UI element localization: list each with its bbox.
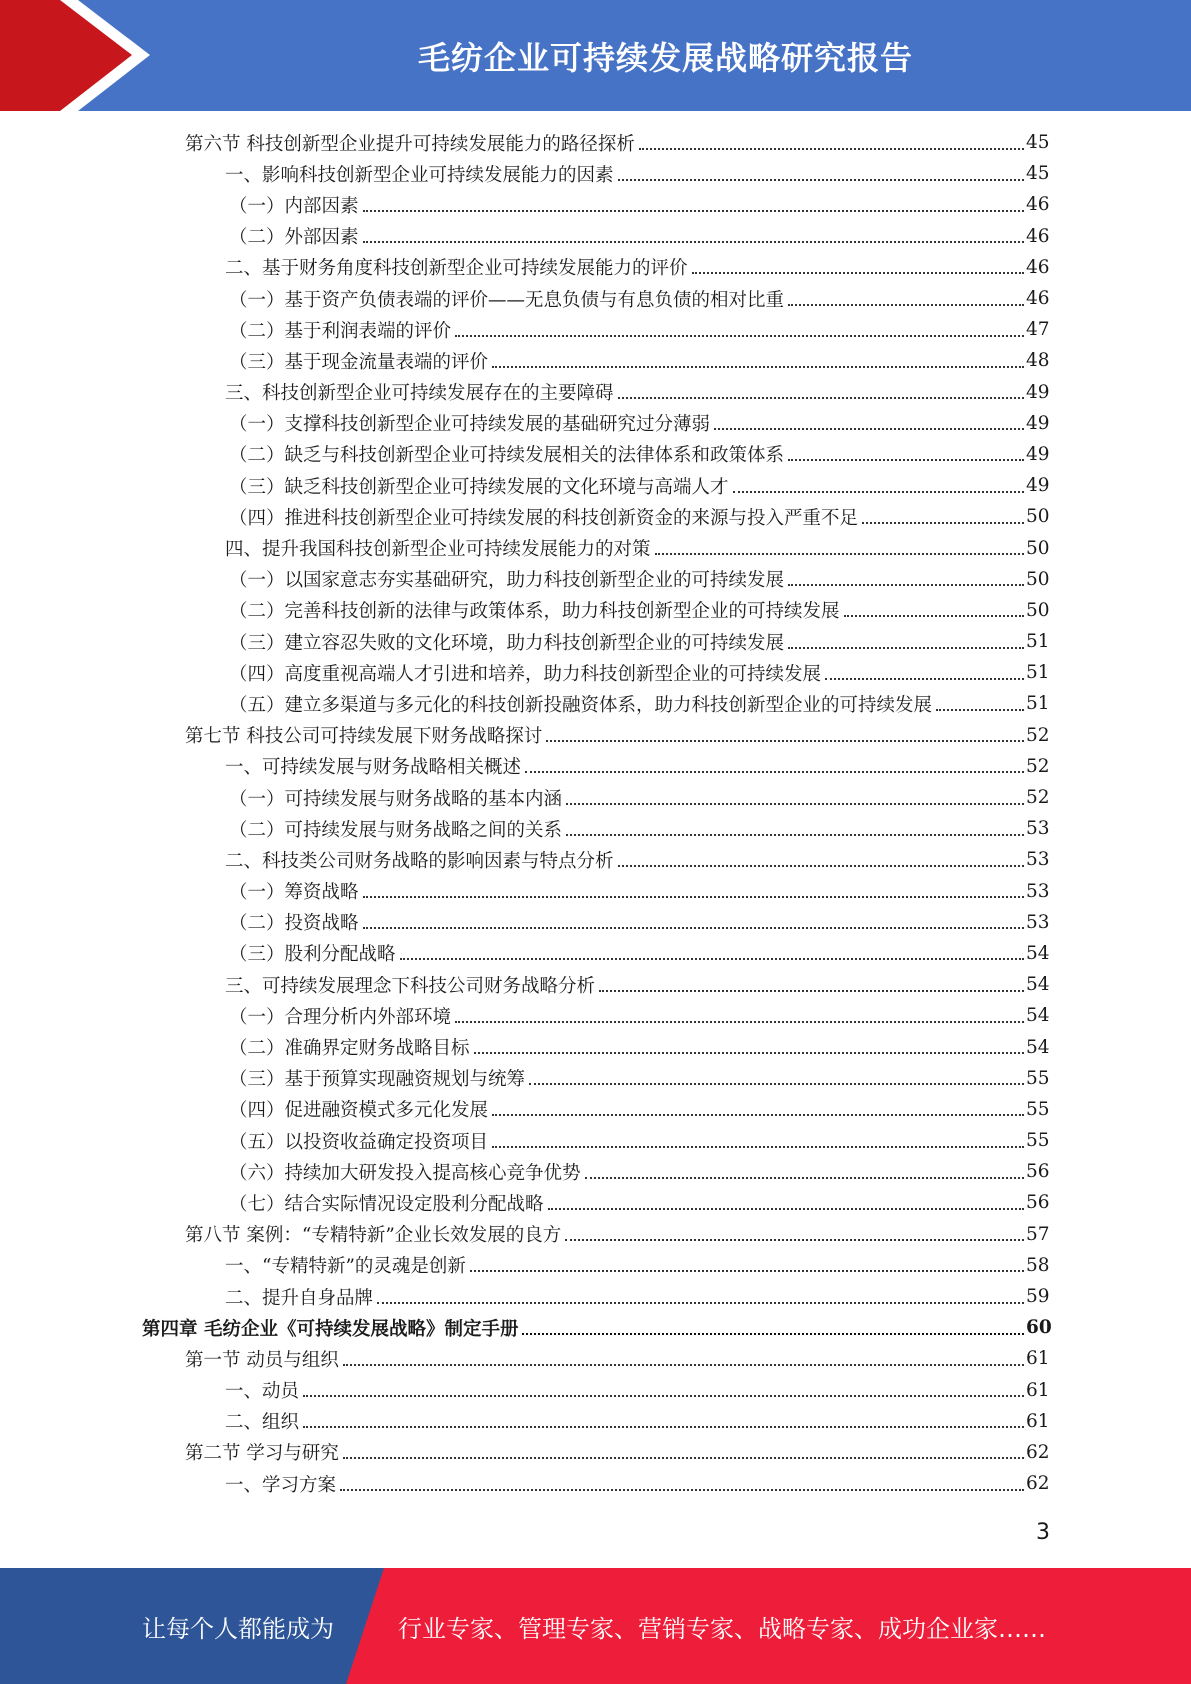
toc-entry[interactable] xyxy=(0,377,1191,408)
toc-entry-title: （五）建立多渠道与多元化的科技创新投融资体系，助力科技创新型企业的可持续发展 xyxy=(229,694,933,716)
toc-entry-page: 50 xyxy=(1026,599,1050,621)
toc-entry[interactable] xyxy=(0,876,1191,907)
toc-entry[interactable] xyxy=(0,283,1191,314)
toc-entry-page: 53 xyxy=(1026,818,1050,840)
toc-entry-title: 第二节 学习与研究 xyxy=(185,1443,339,1465)
toc-entry[interactable] xyxy=(0,501,1191,532)
toc-entry-title: 三、科技创新型企业可持续发展存在的主要障碍 xyxy=(225,383,614,405)
toc-entry-page: 49 xyxy=(1026,475,1050,497)
toc-entry[interactable] xyxy=(0,1094,1191,1125)
toc-entry-title: 一、可持续发展与财务战略相关概述 xyxy=(225,757,522,779)
toc-dot-leader xyxy=(618,179,1024,181)
toc-entry-title: 一、影响科技创新型企业可持续发展能力的因素 xyxy=(225,164,614,186)
toc-entry-title: 第一节 动员与组织 xyxy=(185,1349,339,1371)
toc-entry-title: （一）筹资战略 xyxy=(229,882,359,904)
toc-dot-leader xyxy=(363,210,1024,212)
toc-entry-page: 55 xyxy=(1026,1098,1050,1120)
toc-dot-leader xyxy=(455,335,1024,337)
toc-entry[interactable] xyxy=(0,1063,1191,1094)
toc-dot-leader xyxy=(548,1208,1024,1210)
toc-entry[interactable] xyxy=(0,564,1191,595)
toc-entry-page: 51 xyxy=(1026,631,1050,653)
toc-entry[interactable] xyxy=(0,626,1191,657)
toc-dot-leader xyxy=(566,834,1024,836)
toc-entry-page: 59 xyxy=(1026,1286,1050,1308)
toc-dot-leader xyxy=(455,1021,1024,1023)
toc-entry[interactable] xyxy=(0,1250,1191,1281)
toc-entry[interactable] xyxy=(0,782,1191,813)
toc-entry[interactable] xyxy=(0,1125,1191,1156)
toc-entry-page: 50 xyxy=(1026,506,1050,528)
toc-entry-title: （一）内部因素 xyxy=(229,195,359,217)
toc-entry[interactable] xyxy=(0,1156,1191,1187)
toc-entry[interactable] xyxy=(0,1312,1191,1343)
toc-dot-leader xyxy=(599,990,1024,992)
toc-entry[interactable] xyxy=(0,314,1191,345)
footer-slogan-left: 让每个人都能成为 xyxy=(142,1614,334,1643)
toc-dot-leader xyxy=(788,647,1024,649)
page-header xyxy=(0,0,1191,111)
toc-dot-leader xyxy=(343,1457,1024,1459)
toc-entry-page: 52 xyxy=(1026,787,1050,809)
toc-entry-title: 第八节 案例：“专精特新”企业长效发展的良方 xyxy=(185,1225,562,1247)
toc-dot-leader xyxy=(566,803,1024,805)
toc-entry-page: 53 xyxy=(1026,849,1050,871)
toc-entry[interactable] xyxy=(0,688,1191,719)
toc-entry-title: （四）推进科技创新型企业可持续发展的科技创新资金的来源与投入严重不足 xyxy=(229,507,859,529)
toc-entry-title: （二）准确界定财务战略目标 xyxy=(229,1038,470,1060)
toc-entry-page: 48 xyxy=(1026,350,1050,372)
toc-dot-leader xyxy=(788,584,1024,586)
toc-entry-title: （四）高度重视高端人才引进和培养，助力科技创新型企业的可持续发展 xyxy=(229,663,822,685)
toc-entry-page: 61 xyxy=(1026,1410,1050,1432)
toc-entry-title: （二）完善科技创新的法律与政策体系，助力科技创新型企业的可持续发展 xyxy=(229,601,840,623)
toc-entry-page: 45 xyxy=(1026,132,1050,154)
toc-entry[interactable] xyxy=(0,1187,1191,1218)
toc-dot-leader xyxy=(788,459,1024,461)
toc-entry-page: 61 xyxy=(1026,1348,1050,1370)
toc-dot-leader xyxy=(844,615,1024,617)
toc-entry-title: （三）基于预算实现融资规划与统筹 xyxy=(229,1069,526,1091)
toc-entry-page: 49 xyxy=(1026,443,1050,465)
toc-entry-title: （一）以国家意志夯实基础研究，助力科技创新型企业的可持续发展 xyxy=(229,570,785,592)
toc-entry-title: 一、动员 xyxy=(225,1381,300,1403)
toc-dot-leader xyxy=(363,896,1024,898)
toc-entry[interactable] xyxy=(0,252,1191,283)
toc-entry[interactable] xyxy=(0,158,1191,189)
toc-entry[interactable] xyxy=(0,127,1191,158)
toc-entry[interactable] xyxy=(0,1437,1191,1468)
toc-dot-leader xyxy=(492,1146,1024,1148)
toc-dot-leader xyxy=(522,1333,1024,1335)
toc-entry-page: 52 xyxy=(1026,724,1050,746)
toc-entry-page: 54 xyxy=(1026,974,1050,996)
toc-entry[interactable] xyxy=(0,595,1191,626)
toc-entry[interactable] xyxy=(0,813,1191,844)
toc-entry-title: （二）外部因素 xyxy=(229,227,359,249)
toc-entry-title: 一、“专精特新”的灵魂是创新 xyxy=(225,1256,466,1278)
toc-entry-page: 55 xyxy=(1026,1130,1050,1152)
toc-dot-leader xyxy=(825,678,1024,680)
toc-entry[interactable] xyxy=(0,408,1191,439)
toc-dot-leader xyxy=(303,1395,1024,1397)
toc-entry-page: 58 xyxy=(1026,1254,1050,1276)
toc-entry-page: 46 xyxy=(1026,288,1050,310)
toc-entry-page: 56 xyxy=(1026,1161,1050,1183)
toc-entry-page: 49 xyxy=(1026,412,1050,434)
toc-entry[interactable] xyxy=(0,345,1191,376)
toc-entry-title: 二、提升自身品牌 xyxy=(225,1287,374,1309)
toc-dot-leader xyxy=(692,272,1024,274)
toc-entry-page: 46 xyxy=(1026,256,1050,278)
toc-dot-leader xyxy=(618,397,1024,399)
toc-entry-page: 56 xyxy=(1026,1192,1050,1214)
toc-dot-leader xyxy=(618,865,1024,867)
toc-entry-title: （三）股利分配战略 xyxy=(229,944,396,966)
header-title: 毛纺企业可持续发展战略研究报告 xyxy=(417,38,913,77)
toc-entry[interactable] xyxy=(0,1219,1191,1250)
toc-entry-page: 47 xyxy=(1026,319,1050,341)
toc-entry-title: （三）缺乏科技创新型企业可持续发展的文化环境与高端人才 xyxy=(229,476,729,498)
toc-entry-title: （二）缺乏与科技创新型企业可持续发展相关的法律体系和政策体系 xyxy=(229,445,785,467)
toc-entry-title: （一）支撑科技创新型企业可持续发展的基础研究过分薄弱 xyxy=(229,414,711,436)
toc-entry-page: 51 xyxy=(1026,662,1050,684)
toc-dot-leader xyxy=(492,1114,1024,1116)
page-footer xyxy=(0,1568,1191,1684)
toc-dot-leader xyxy=(714,428,1024,430)
toc-dot-leader xyxy=(529,1083,1024,1085)
toc-entry-page: 45 xyxy=(1026,163,1050,185)
toc-entry[interactable] xyxy=(0,1406,1191,1437)
toc-entry-page: 54 xyxy=(1026,1005,1050,1027)
toc-entry-page: 54 xyxy=(1026,1036,1050,1058)
toc-entry[interactable] xyxy=(0,189,1191,220)
toc-entry-title: 二、组织 xyxy=(225,1412,300,1434)
toc-entry-title: （一）基于资产负债表端的评价——无息负债与有息负债的相对比重 xyxy=(229,289,785,311)
toc-entry-title: （五）以投资收益确定投资项目 xyxy=(229,1131,489,1153)
toc-entry-page: 50 xyxy=(1026,537,1050,559)
toc-entry-page: 61 xyxy=(1026,1379,1050,1401)
toc-entry[interactable] xyxy=(0,221,1191,252)
toc-entry-title: 二、基于财务角度科技创新型企业可持续发展能力的评价 xyxy=(225,258,688,280)
toc-entry-page: 55 xyxy=(1026,1067,1050,1089)
toc-entry[interactable] xyxy=(0,844,1191,875)
toc-entry-title: 一、学习方案 xyxy=(225,1474,337,1496)
toc-entry-page: 60 xyxy=(1026,1317,1052,1339)
toc-entry-title: （二）基于利润表端的评价 xyxy=(229,320,452,342)
toc-entry-page: 46 xyxy=(1026,194,1050,216)
toc-entry[interactable] xyxy=(0,532,1191,563)
toc-entry-title: （三）基于现金流量表端的评价 xyxy=(229,351,489,373)
toc-entry-page: 50 xyxy=(1026,568,1050,590)
toc-dot-leader xyxy=(585,1177,1024,1179)
toc-entry-title: 四、提升我国科技创新型企业可持续发展能力的对策 xyxy=(225,539,651,561)
toc-dot-leader xyxy=(340,1489,1024,1491)
toc-dot-leader xyxy=(474,1052,1024,1054)
toc-dot-leader xyxy=(400,958,1024,960)
toc-entry[interactable] xyxy=(0,751,1191,782)
toc-dot-leader xyxy=(303,1426,1024,1428)
toc-dot-leader xyxy=(936,709,1024,711)
toc-dot-leader xyxy=(492,366,1024,368)
toc-entry[interactable] xyxy=(0,439,1191,470)
toc-entry[interactable] xyxy=(0,1031,1191,1062)
toc-dot-leader xyxy=(363,241,1024,243)
toc-entry-title: （一）可持续发展与财务战略的基本内涵 xyxy=(229,788,563,810)
toc-dot-leader xyxy=(565,1239,1024,1241)
toc-entry[interactable] xyxy=(0,657,1191,688)
table-of-contents xyxy=(0,127,1191,1499)
toc-entry-page: 62 xyxy=(1026,1441,1050,1463)
toc-entry-page: 53 xyxy=(1026,880,1050,902)
toc-entry-title: （四）促进融资模式多元化发展 xyxy=(229,1100,489,1122)
toc-entry-title: （七）结合实际情况设定股利分配战略 xyxy=(229,1193,544,1215)
toc-entry-page: 54 xyxy=(1026,942,1050,964)
toc-entry-title: 第七节 科技公司可持续发展下财务战略探讨 xyxy=(185,726,543,748)
toc-entry-title: （二）投资战略 xyxy=(229,913,359,935)
toc-entry-page: 62 xyxy=(1026,1473,1050,1495)
toc-entry[interactable] xyxy=(0,938,1191,969)
toc-entry-page: 46 xyxy=(1026,225,1050,247)
toc-entry[interactable] xyxy=(0,969,1191,1000)
page-number: 3 xyxy=(1036,1520,1050,1545)
toc-entry-title: （六）持续加大研发投入提高核心竞争优势 xyxy=(229,1162,581,1184)
toc-entry[interactable] xyxy=(0,470,1191,501)
toc-entry[interactable] xyxy=(0,1281,1191,1312)
toc-entry-page: 53 xyxy=(1026,911,1050,933)
toc-dot-leader xyxy=(862,522,1024,524)
toc-entry-title: （一）合理分析内外部环境 xyxy=(229,1006,452,1028)
toc-dot-leader xyxy=(733,491,1024,493)
toc-entry[interactable] xyxy=(0,1468,1191,1499)
toc-dot-leader xyxy=(655,553,1024,555)
toc-entry-page: 51 xyxy=(1026,693,1050,715)
toc-entry[interactable] xyxy=(0,1343,1191,1374)
toc-entry[interactable] xyxy=(0,1375,1191,1406)
toc-entry[interactable] xyxy=(0,720,1191,751)
toc-dot-leader xyxy=(343,1364,1024,1366)
footer-slogan-right: 行业专家、管理专家、营销专家、战略专家、成功企业家…… xyxy=(398,1614,1046,1643)
toc-entry-title: 二、科技类公司财务战略的影响因素与特点分析 xyxy=(225,850,614,872)
toc-entry-title: 三、可持续发展理念下科技公司财务战略分析 xyxy=(225,975,596,997)
toc-dot-leader xyxy=(525,771,1024,773)
toc-entry-title: 第四章 毛纺企业《可持续发展战略》制定手册 xyxy=(142,1318,519,1340)
toc-entry[interactable] xyxy=(0,907,1191,938)
toc-dot-leader xyxy=(639,148,1024,150)
toc-entry-title: （二）可持续发展与财务战略之间的关系 xyxy=(229,819,563,841)
toc-dot-leader xyxy=(546,740,1024,742)
toc-entry-page: 52 xyxy=(1026,755,1050,777)
toc-entry-title: （三）建立容忍失败的文化环境，助力科技创新型企业的可持续发展 xyxy=(229,632,785,654)
toc-dot-leader xyxy=(363,927,1024,929)
toc-entry[interactable] xyxy=(0,1000,1191,1031)
toc-dot-leader xyxy=(788,304,1024,306)
toc-dot-leader xyxy=(377,1302,1024,1304)
toc-entry-title: 第六节 科技创新型企业提升可持续发展能力的路径探析 xyxy=(185,133,635,155)
toc-entry-page: 49 xyxy=(1026,381,1050,403)
toc-entry-page: 57 xyxy=(1026,1223,1050,1245)
toc-dot-leader xyxy=(470,1270,1024,1272)
